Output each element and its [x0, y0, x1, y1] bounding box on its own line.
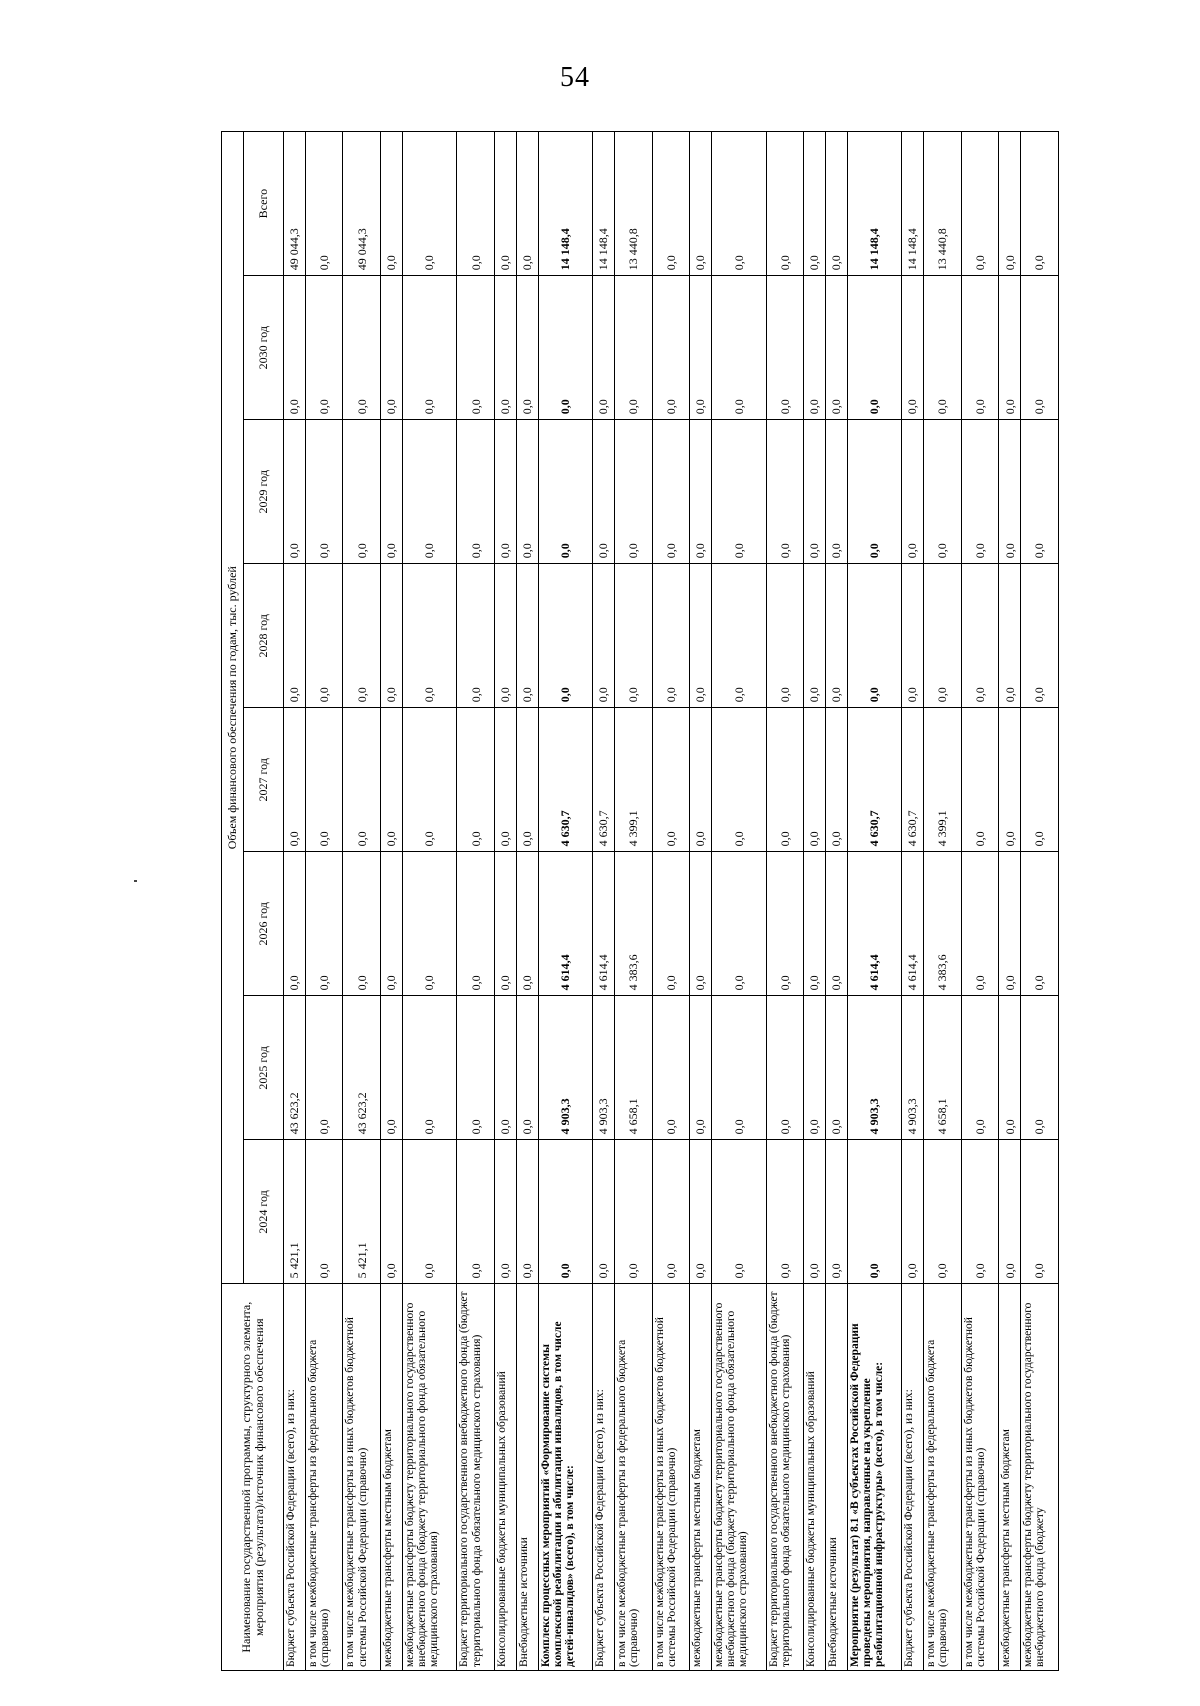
row-year-value: 4 630,7	[902, 708, 924, 852]
row-year-value: 4 614,4	[593, 852, 615, 996]
row-source-name: Внебюджетные источники	[516, 1284, 538, 1671]
row-source-name: Комплекс процессных мероприятий «Формирование системы комплексной реабилитации и абилитации инвалидов, в том числе детей-инвалидов» (всего), в том числе:	[538, 1284, 593, 1671]
row-year-value: 4 903,3	[538, 996, 593, 1140]
row-year-value: 4 630,7	[538, 708, 593, 852]
row-year-value: 0,0	[495, 420, 517, 564]
row-year-value: 0,0	[402, 708, 457, 852]
row-year-value: 0,0	[961, 996, 999, 1140]
row-source-name: межбюджетные трансферты бюджету территориального государственного внебюджетного фонда (бюджету территориального фонда обязательного медицинского страхования)	[712, 1284, 767, 1671]
row-year-value: 0,0	[712, 852, 767, 996]
row-total-value: 49 044,3	[343, 132, 381, 276]
row-year-value: 0,0	[516, 276, 538, 420]
row-year-value: 0,0	[999, 276, 1021, 420]
table-row	[593, 132, 615, 1671]
row-year-value: 0,0	[923, 420, 961, 564]
row-total-value: 0,0	[690, 132, 712, 276]
row-source-name: Бюджет территориального государственного внебюджетного фонда (бюджет территориального фонда обязательного медицинского страхования)	[766, 1284, 804, 1671]
row-year-value: 0,0	[343, 276, 381, 420]
row-year-value: 4 399,1	[923, 708, 961, 852]
row-source-name: межбюджетные трансферты бюджету территориального государственного внебюджетного фонда (бюджету	[1021, 1284, 1059, 1671]
row-source-name: в том числе межбюджетные трансферты из федерального бюджета (справочно)	[923, 1284, 961, 1671]
row-year-value: 0,0	[712, 420, 767, 564]
year-header: 2027 год	[244, 708, 284, 852]
table-row	[1021, 132, 1059, 1671]
row-source-name: Консолидированные бюджеты муниципальных образований	[495, 1284, 517, 1671]
row-total-value: 14 148,4	[538, 132, 593, 276]
row-year-value: 0,0	[712, 708, 767, 852]
row-total-value: 0,0	[381, 132, 403, 276]
row-year-value: 0,0	[593, 276, 615, 420]
row-year-value: 0,0	[305, 852, 343, 996]
row-year-value: 0,0	[284, 276, 306, 420]
row-year-value: 0,0	[305, 708, 343, 852]
row-year-value: 0,0	[804, 996, 826, 1140]
row-year-value: 0,0	[902, 420, 924, 564]
row-source-name: межбюджетные трансферты местным бюджетам	[690, 1284, 712, 1671]
table-row	[652, 132, 690, 1671]
row-source-name: Бюджет субъекта Российской Федерации (всего), из них:	[593, 1284, 615, 1671]
row-year-value: 0,0	[593, 420, 615, 564]
table-row	[402, 132, 457, 1671]
row-year-value: 4 614,4	[538, 852, 593, 996]
row-year-value: 0,0	[826, 852, 848, 996]
row-total-value: 0,0	[402, 132, 457, 276]
row-year-value: 0,0	[826, 996, 848, 1140]
row-year-value: 0,0	[923, 276, 961, 420]
year-header: 2029 год	[244, 420, 284, 564]
row-year-value: 0,0	[305, 420, 343, 564]
row-year-value: 0,0	[495, 996, 517, 1140]
row-year-value: 0,0	[1021, 276, 1059, 420]
row-source-name: Бюджет субъекта Российской Федерации (всего), из них:	[284, 1284, 306, 1671]
row-year-value: 0,0	[495, 852, 517, 996]
table-row	[305, 132, 343, 1671]
row-year-value: 0,0	[826, 1140, 848, 1284]
table-body	[284, 132, 1059, 1671]
row-year-value: 0,0	[826, 420, 848, 564]
row-year-value: 0,0	[652, 564, 690, 708]
row-year-value: 0,0	[847, 276, 902, 420]
row-year-value: 0,0	[457, 1140, 495, 1284]
row-year-value: 0,0	[766, 564, 804, 708]
table-row	[690, 132, 712, 1671]
row-year-value: 0,0	[712, 276, 767, 420]
table-row	[457, 132, 495, 1671]
row-source-name: Внебюджетные источники	[826, 1284, 848, 1671]
row-year-value: 0,0	[690, 1140, 712, 1284]
row-source-name: в том числе межбюджетные трансферты из иных бюджетов бюджетной системы Российской Федерации (справочно)	[652, 1284, 690, 1671]
row-source-name: Консолидированные бюджеты муниципальных образований	[804, 1284, 826, 1671]
row-total-value: 13 440,8	[614, 132, 652, 276]
row-year-value: 0,0	[614, 276, 652, 420]
row-year-value: 0,0	[1021, 420, 1059, 564]
row-year-value: 0,0	[999, 1140, 1021, 1284]
row-year-value: 0,0	[961, 708, 999, 852]
row-year-value: 4 658,1	[614, 996, 652, 1140]
row-total-value: 0,0	[961, 132, 999, 276]
table-row	[712, 132, 767, 1671]
row-year-value: 0,0	[343, 420, 381, 564]
row-year-value: 0,0	[381, 420, 403, 564]
table-row	[847, 132, 902, 1671]
row-year-value: 5 421,1	[284, 1140, 306, 1284]
table-row	[902, 132, 924, 1671]
row-year-value: 0,0	[847, 564, 902, 708]
row-total-value: 0,0	[516, 132, 538, 276]
table-row	[284, 132, 306, 1671]
row-year-value: 0,0	[961, 420, 999, 564]
year-header: 2026 год	[244, 852, 284, 996]
row-year-value: 0,0	[343, 564, 381, 708]
name-column-header: Наименование государственной программы, структурного элемента, мероприятия (результата)/источник финансового обеспечения	[222, 1284, 284, 1671]
row-year-value: 0,0	[457, 708, 495, 852]
row-year-value: 0,0	[381, 1140, 403, 1284]
row-source-name: в том числе межбюджетные трансферты из иных бюджетов бюджетной системы Российской Федерации (справочно)	[343, 1284, 381, 1671]
row-year-value: 0,0	[652, 276, 690, 420]
row-year-value: 0,0	[284, 420, 306, 564]
table-row	[766, 132, 804, 1671]
row-year-value: 0,0	[804, 708, 826, 852]
row-year-value: 0,0	[495, 708, 517, 852]
row-total-value: 14 148,4	[902, 132, 924, 276]
row-year-value: 0,0	[1021, 1140, 1059, 1284]
row-year-value: 0,0	[961, 1140, 999, 1284]
total-header: Всего	[244, 132, 284, 276]
row-year-value: 0,0	[1021, 564, 1059, 708]
row-year-value: 0,0	[457, 420, 495, 564]
financing-table	[221, 131, 1059, 1671]
row-year-value: 0,0	[305, 1140, 343, 1284]
table-row	[495, 132, 517, 1671]
row-year-value: 0,0	[766, 996, 804, 1140]
row-year-value: 0,0	[305, 996, 343, 1140]
row-year-value: 0,0	[902, 564, 924, 708]
row-year-value: 5 421,1	[343, 1140, 381, 1284]
row-total-value: 0,0	[999, 132, 1021, 276]
row-year-value: 0,0	[826, 564, 848, 708]
row-year-value: 0,0	[343, 708, 381, 852]
row-year-value: 0,0	[381, 564, 403, 708]
row-total-value: 0,0	[1021, 132, 1059, 276]
page-number: 54	[560, 62, 590, 93]
year-header: 2025 год	[244, 996, 284, 1140]
row-year-value: 0,0	[402, 852, 457, 996]
row-year-value: 0,0	[923, 1140, 961, 1284]
row-year-value: 4 630,7	[847, 708, 902, 852]
row-total-value: 14 148,4	[593, 132, 615, 276]
row-year-value: 0,0	[999, 564, 1021, 708]
row-year-value: 0,0	[999, 420, 1021, 564]
scan-speck	[134, 880, 137, 882]
row-year-value: 0,0	[804, 564, 826, 708]
row-year-value: 0,0	[457, 852, 495, 996]
row-year-value: 0,0	[1021, 996, 1059, 1140]
row-year-value: 4 383,6	[614, 852, 652, 996]
row-year-value: 0,0	[690, 852, 712, 996]
row-year-value: 0,0	[457, 276, 495, 420]
row-year-value: 0,0	[402, 564, 457, 708]
financing-group-header: Объем финансового обеспечения по годам, тыс. рублей	[222, 132, 244, 1284]
row-total-value: 0,0	[495, 132, 517, 276]
row-year-value: 0,0	[305, 276, 343, 420]
row-year-value: 0,0	[804, 1140, 826, 1284]
row-year-value: 4 399,1	[614, 708, 652, 852]
row-year-value: 0,0	[284, 708, 306, 852]
row-year-value: 0,0	[381, 996, 403, 1140]
table-row	[381, 132, 403, 1671]
row-year-value: 0,0	[402, 996, 457, 1140]
table-row	[923, 132, 961, 1671]
row-year-value: 0,0	[712, 996, 767, 1140]
table-row	[614, 132, 652, 1671]
row-year-value: 0,0	[305, 564, 343, 708]
row-year-value: 0,0	[381, 708, 403, 852]
row-source-name: Мероприятие (результат) 8.1 «В субъектах Российской Федерации проведены мероприятия, направленные на укрепление реабилитационной инфраструктуры» (всего), в том числе:	[847, 1284, 902, 1671]
row-year-value: 0,0	[690, 708, 712, 852]
row-year-value: 0,0	[381, 852, 403, 996]
row-year-value: 0,0	[804, 852, 826, 996]
row-year-value: 0,0	[516, 420, 538, 564]
row-year-value: 0,0	[402, 420, 457, 564]
row-total-value: 0,0	[305, 132, 343, 276]
row-year-value: 0,0	[516, 564, 538, 708]
row-year-value: 0,0	[766, 708, 804, 852]
row-year-value: 0,0	[652, 708, 690, 852]
year-header: 2024 год	[244, 1140, 284, 1284]
table-row	[538, 132, 593, 1671]
row-year-value: 0,0	[538, 420, 593, 564]
row-year-value: 0,0	[402, 276, 457, 420]
row-year-value: 0,0	[516, 708, 538, 852]
row-year-value: 4 614,4	[902, 852, 924, 996]
row-year-value: 0,0	[902, 276, 924, 420]
row-year-value: 0,0	[614, 564, 652, 708]
row-year-value: 0,0	[923, 564, 961, 708]
row-total-value: 0,0	[766, 132, 804, 276]
row-year-value: 0,0	[495, 564, 517, 708]
row-year-value: 0,0	[826, 708, 848, 852]
row-year-value: 0,0	[1021, 708, 1059, 852]
row-year-value: 0,0	[652, 1140, 690, 1284]
row-year-value: 0,0	[961, 852, 999, 996]
row-year-value: 0,0	[516, 1140, 538, 1284]
row-year-value: 0,0	[690, 564, 712, 708]
row-total-value: 0,0	[804, 132, 826, 276]
row-source-name: в том числе межбюджетные трансферты из иных бюджетов бюджетной системы Российской Федерации (справочно)	[961, 1284, 999, 1671]
row-year-value: 0,0	[593, 564, 615, 708]
row-year-value: 0,0	[652, 852, 690, 996]
row-total-value: 0,0	[826, 132, 848, 276]
table-row	[826, 132, 848, 1671]
row-year-value: 0,0	[593, 1140, 615, 1284]
row-year-value: 4 903,3	[593, 996, 615, 1140]
row-year-value: 0,0	[766, 420, 804, 564]
row-year-value: 0,0	[652, 420, 690, 564]
row-year-value: 0,0	[381, 276, 403, 420]
row-year-value: 0,0	[999, 996, 1021, 1140]
row-year-value: 0,0	[495, 1140, 517, 1284]
row-year-value: 4 903,3	[847, 996, 902, 1140]
row-year-value: 4 383,6	[923, 852, 961, 996]
row-year-value: 0,0	[712, 564, 767, 708]
row-year-value: 0,0	[284, 564, 306, 708]
row-year-value: 0,0	[614, 420, 652, 564]
year-header: 2030 год	[244, 276, 284, 420]
row-year-value: 0,0	[847, 420, 902, 564]
table-row	[804, 132, 826, 1671]
row-year-value: 0,0	[1021, 852, 1059, 996]
row-source-name: межбюджетные трансферты местным бюджетам	[999, 1284, 1021, 1671]
row-year-value: 0,0	[538, 276, 593, 420]
row-year-value: 0,0	[284, 852, 306, 996]
row-year-value: 43 623,2	[343, 996, 381, 1140]
row-year-value: 0,0	[999, 852, 1021, 996]
row-total-value: 0,0	[652, 132, 690, 276]
row-year-value: 0,0	[538, 564, 593, 708]
row-year-value: 4 903,3	[902, 996, 924, 1140]
row-year-value: 0,0	[614, 1140, 652, 1284]
table-row	[343, 132, 381, 1671]
row-year-value: 43 623,2	[284, 996, 306, 1140]
row-total-value: 13 440,8	[923, 132, 961, 276]
row-year-value: 0,0	[516, 996, 538, 1140]
row-total-value: 14 148,4	[847, 132, 902, 276]
year-header: 2028 год	[244, 564, 284, 708]
row-year-value: 0,0	[961, 564, 999, 708]
row-year-value: 0,0	[902, 1140, 924, 1284]
row-source-name: в том числе межбюджетные трансферты из федерального бюджета (справочно)	[305, 1284, 343, 1671]
table-row	[999, 132, 1021, 1671]
row-source-name: межбюджетные трансферты бюджету территориального государственного внебюджетного фонда (бюджету территориального фонда обязательного медицинского страхования)	[402, 1284, 457, 1671]
row-year-value: 0,0	[538, 1140, 593, 1284]
row-year-value: 0,0	[804, 420, 826, 564]
row-source-name: Бюджет территориального государственного внебюджетного фонда (бюджет территориального фонда обязательного медицинского страхования)	[457, 1284, 495, 1671]
row-source-name: в том числе межбюджетные трансферты из федерального бюджета (справочно)	[614, 1284, 652, 1671]
row-total-value: 0,0	[712, 132, 767, 276]
row-year-value: 0,0	[961, 276, 999, 420]
row-year-value: 0,0	[999, 708, 1021, 852]
row-year-value: 0,0	[516, 852, 538, 996]
row-year-value: 0,0	[766, 852, 804, 996]
row-total-value: 0,0	[457, 132, 495, 276]
row-year-value: 0,0	[847, 1140, 902, 1284]
row-year-value: 0,0	[804, 276, 826, 420]
row-year-value: 0,0	[652, 996, 690, 1140]
row-year-value: 0,0	[690, 276, 712, 420]
row-year-value: 0,0	[690, 996, 712, 1140]
row-total-value: 49 044,3	[284, 132, 306, 276]
row-year-value: 0,0	[402, 1140, 457, 1284]
row-year-value: 0,0	[712, 1140, 767, 1284]
row-year-value: 4 658,1	[923, 996, 961, 1140]
row-source-name: Бюджет субъекта Российской Федерации (всего), из них:	[902, 1284, 924, 1671]
row-year-value: 0,0	[495, 276, 517, 420]
table-row	[961, 132, 999, 1671]
row-year-value: 0,0	[457, 996, 495, 1140]
row-year-value: 0,0	[826, 276, 848, 420]
row-year-value: 4 630,7	[593, 708, 615, 852]
table-row	[516, 132, 538, 1671]
row-year-value: 0,0	[766, 276, 804, 420]
financing-table-rotated	[221, 131, 1059, 1671]
row-year-value: 0,0	[343, 852, 381, 996]
row-year-value: 4 614,4	[847, 852, 902, 996]
row-year-value: 0,0	[690, 420, 712, 564]
row-year-value: 0,0	[766, 1140, 804, 1284]
row-year-value: 0,0	[457, 564, 495, 708]
row-source-name: межбюджетные трансферты местным бюджетам	[381, 1284, 403, 1671]
